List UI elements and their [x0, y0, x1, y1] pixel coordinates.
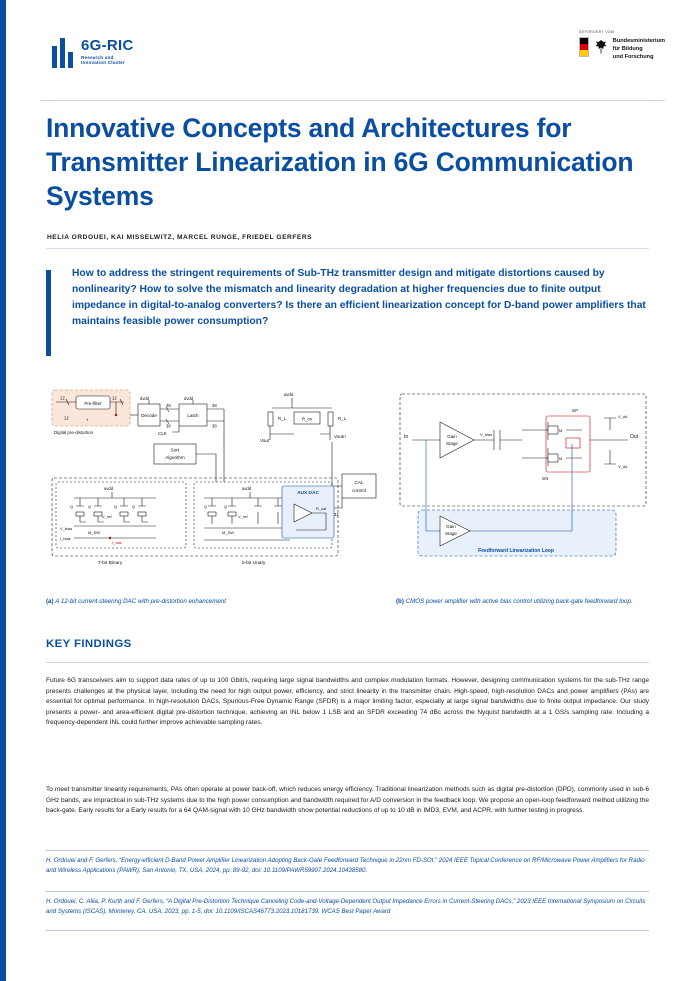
svg-text:38: 38	[166, 403, 171, 408]
svg-text:M_SW: M_SW	[222, 530, 234, 535]
key-findings-heading: KEY FINDINGS	[46, 638, 132, 650]
svg-text:R_on: R_on	[301, 416, 313, 422]
reference-1: H. Ordouei and F. Gerfers, “Energy-efficient D-Band Power Amplifier Linearization Adopting Back-Gate Feedforward Technique in 22nm FD-SOI,” 2024 IEEE Topical Conference on RF/Microwave Power Amplifiers for Radio and Wireless Applications (PAWR), San Antonio, TX, USA, 2024, pp. 89-92, doi: 10.1109/PAWR59907.2024.10438580.	[46, 857, 645, 874]
svg-text:Q: Q	[114, 504, 118, 509]
svg-text:Vout: Vout	[260, 438, 270, 443]
svg-text:V_bias: V_bias	[480, 432, 493, 437]
svg-text:Out: Out	[630, 434, 639, 440]
svg-text:31: 31	[334, 512, 339, 517]
funder-line-2: für Bildung	[612, 46, 643, 53]
logo-subtitle-1: Research and	[81, 55, 114, 60]
logo-title: 6G-RIC	[81, 37, 134, 54]
key-findings-divider	[46, 662, 649, 663]
svg-text:38: 38	[212, 423, 217, 429]
figure-b-caption	[396, 597, 646, 606]
key-findings-paragraph-2: To meet transmitter linearity requirements, PAs often operate at power back-off, which reduces energy efficiency. Traditional linearization methods such as digital pre-distortion (DPD), commonly used in sub-6 GHz bands, are impractical in sub-THz systems due to the high power consumption and bandwidth required for A/D conversion in the feedback loop. We propose an open-loop feedforward method utilizing the back-gate. Early results for a Early results for a 64 QAM-signal with 10 GHz bandwidth show potential reductions of up to 10 dB in IMD3, EVM, and ACPR, with further testing in progress.	[46, 786, 649, 815]
reference-2: H. Ordouei, C. Aliia, P. Kurth and F. Gerfers, “A Digital Pre-Distortion Technique Canceling Code-and-Voltage-Dependent Output Impedance Errors in Current-Steering DACs,” 2023 IEEE International Symposium on Circuits and Systems (ISCAS), Monterey, CA, USA, 2023, pp. 1-5, doi: 10.1109/ISCAS46773.2023.10181739. WCAS Best Paper Award	[46, 898, 646, 915]
german-flag-icon	[579, 37, 589, 57]
lead-question-block	[46, 266, 650, 330]
svg-text:M: M	[559, 456, 563, 461]
logo	[52, 38, 134, 68]
header-divider	[40, 100, 665, 101]
svg-text:V_dd: V_dd	[618, 464, 628, 469]
key-findings-paragraph-1: Future 6G transceivers aim to support data rates of up to 100 Gbit/s, requiring large signal bandwidths and complex modulation formats. However, designing communication systems for the sub-THz range presents challenges at the physical layer, including the need for high output power, efficiency, and strict linearity in the transmitter chain. High-speed, high-resolution DACs and power amplifiers (PAs) are essential for optimal performance. In high-resolution DACs, Spurious-Free Dynamic Range (SFDR) is a major limiting factor, especially at large signal bandwidths due to finite output impedance. Our study presents a power- and area-efficient digital pre-distortion technique, achieving an INL below 1 LSB and an SFDR exceeding 74 dBc across the Nyquist bandwidth at a 1 GS/s sampling rate. Including a frequency-dependent INL could further improve achievable sampling rates.	[46, 677, 649, 727]
reference-divider-3	[46, 930, 649, 931]
authors-divider	[46, 248, 649, 249]
svg-text:Decode: Decode	[141, 413, 157, 418]
lead-accent-bar	[46, 270, 51, 356]
logo-subtitle-2: Innovation Cluster	[81, 59, 125, 65]
svg-text:+: +	[86, 417, 89, 423]
svg-text:Algorithm: Algorithm	[165, 455, 185, 460]
svg-text:V_ref: V_ref	[102, 514, 112, 519]
svg-text:Q: Q	[88, 504, 92, 509]
svg-text:12: 12	[112, 395, 117, 401]
figure-b-pa-schematic	[396, 382, 650, 578]
figure-b-label: (b)	[396, 598, 404, 605]
svg-text:Digital pre-distortion: Digital pre-distortion	[54, 430, 94, 435]
svg-text:Stage: Stage	[445, 441, 459, 446]
svg-text:V_ref: V_ref	[238, 514, 248, 519]
svg-text:CLK: CLK	[158, 431, 167, 436]
svg-text:12: 12	[60, 395, 65, 401]
svg-text:Pre-filter: Pre-filter	[84, 400, 102, 406]
federal-eagle-icon	[594, 37, 608, 57]
figure-a-dac-schematic	[46, 382, 384, 578]
svg-text:dvdd: dvdd	[140, 396, 150, 401]
svg-text:Sort: Sort	[170, 447, 180, 453]
svg-text:dvdd: dvdd	[184, 396, 194, 401]
figure-a-label: (a)	[46, 598, 54, 605]
funder-kicker: GEFÖRDERT VOM	[578, 30, 615, 34]
svg-text:inP: inP	[572, 408, 579, 413]
svg-text:38: 38	[166, 423, 171, 429]
svg-text:Voutn: Voutn	[334, 434, 346, 439]
svg-text:I_bias: I_bias	[60, 536, 71, 541]
svg-text:control: control	[352, 488, 366, 493]
svg-text:avdd: avdd	[104, 486, 114, 491]
reference-divider-2	[46, 891, 649, 892]
figures-row	[46, 382, 650, 582]
svg-text:12: 12	[64, 415, 69, 421]
svg-text:Stage: Stage	[444, 531, 458, 536]
svg-text:R_L: R_L	[338, 416, 347, 421]
svg-text:inN: inN	[542, 476, 549, 481]
figure-b-caption-text: CMOS power amplifier with active bias control utilizing back-gate feedforward loop.	[405, 598, 633, 605]
funder-logo	[579, 30, 665, 61]
svg-text:7-bit Binary: 7-bit Binary	[98, 561, 123, 566]
svg-text:M_SW: M_SW	[88, 530, 100, 535]
left-accent-bar	[0, 0, 6, 981]
svg-text:38: 38	[212, 403, 217, 408]
page-header	[40, 30, 665, 92]
svg-text:Feedforward Linearization Loop: Feedforward Linearization Loop	[478, 548, 554, 554]
reference-divider-1	[46, 850, 649, 851]
svg-text:Gain: Gain	[446, 524, 456, 529]
svg-text:In: In	[404, 434, 409, 440]
svg-text:5-bit Unary: 5-bit Unary	[242, 561, 266, 566]
svg-text:Q: Q	[204, 504, 208, 509]
lead-question-text: How to address the stringent requirements of Sub-THz transmitter design and mitigate distortions caused by nonlinearity? How to solve the mismatch and linearity degradation at higher frequencies due to finite output impedance in digital-to-analog converters? Is there an efficient linearization concept for D-band power amplifiers that maintains feasible power consumption?	[72, 268, 646, 327]
funder-name	[613, 37, 665, 61]
svg-text:Gain: Gain	[447, 434, 457, 439]
svg-text:R_cal: R_cal	[316, 506, 327, 511]
logo-bars-icon	[52, 38, 73, 68]
svg-text:M: M	[559, 428, 563, 433]
svg-text:avdd: avdd	[242, 486, 252, 491]
svg-text:R_L: R_L	[278, 416, 287, 421]
svg-text:V_dd: V_dd	[618, 414, 628, 419]
funder-line-1: Bundesministerium	[612, 38, 665, 44]
page-title: Innovative Concepts and Architectures for Transmitter Linearization in 6G Communication Systems	[46, 113, 634, 211]
svg-text:Q: Q	[70, 504, 74, 509]
svg-text:avdd: avdd	[284, 392, 294, 397]
svg-text:V_bias: V_bias	[60, 526, 73, 531]
svg-text:I_cas: I_cas	[112, 540, 122, 545]
figure-a-caption-text: A 12-bit current-steering DAC with pre-distortion enhancement	[55, 598, 226, 605]
svg-text:Q: Q	[224, 504, 228, 509]
svg-text:AUX DAC: AUX DAC	[297, 491, 319, 496]
logo-text	[81, 38, 134, 65]
svg-text:Latch: Latch	[187, 413, 199, 418]
figure-a-caption	[46, 597, 366, 606]
author-list: HELIA ORDOUEI, KAI MISSELWITZ, MARCEL RUNGE, FRIEDEL GERFERS	[47, 234, 313, 241]
svg-text:Q: Q	[132, 504, 136, 509]
svg-text:CAL: CAL	[354, 480, 364, 485]
funder-line-3: und Forschung	[612, 54, 654, 61]
